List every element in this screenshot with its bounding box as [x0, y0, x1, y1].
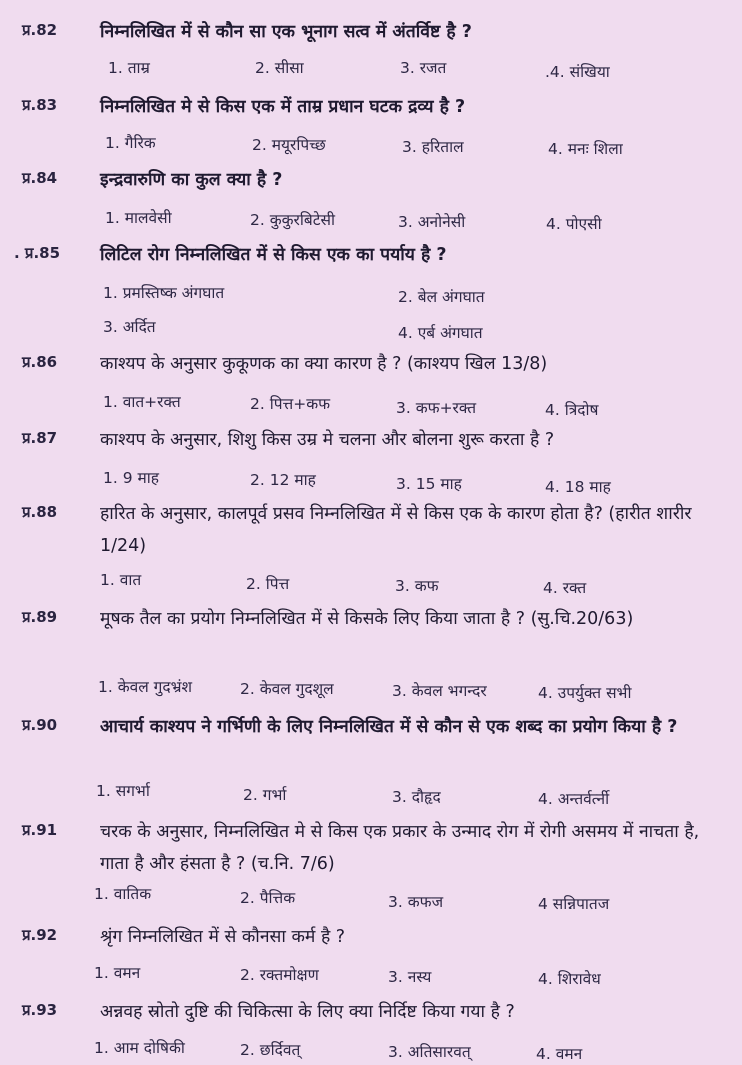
question-text: काश्यप के अनुसार कुकूणक का क्या कारण है ? (काश्यप खिल 13/8) — [100, 354, 548, 374]
question-number: प्र.90 — [22, 716, 58, 734]
option-3: 3. अनोनेसी — [398, 213, 466, 231]
option-1: 1. वात — [100, 571, 142, 589]
question-number: प्र.91 — [22, 821, 58, 839]
question-number: प्र.87 — [22, 429, 58, 447]
question-text: श्रृंग निम्नलिखित में से कौनसा कर्म है ? — [100, 927, 346, 947]
option-3: 3. केवल भगन्दर — [392, 682, 487, 700]
question-number: प्र.84 — [22, 169, 58, 187]
question-text: निम्नलिखित मे से किस एक में ताम्र प्रधान घटक द्रव्य है ? — [100, 97, 466, 117]
option-1: 1. वातिक — [94, 885, 152, 903]
option-2: 2. पित्त — [246, 575, 290, 593]
question-text: चरक के अनुसार, निम्नलिखित मे से किस एक प्रकार के उन्माद रोग में रोगी असमय में नाचता है, गाता है और हंसता है ? (च.नि. 7/6) — [100, 822, 700, 874]
question-text: काश्यप के अनुसार, शिशु किस उम्र मे चलना और बोलना शुरू करता है ? — [100, 430, 555, 450]
option-4: 4. एर्ब अंगघात — [398, 324, 483, 342]
option-2: 2. रक्तमोक्षण — [240, 966, 319, 984]
option-4: 4. मनः शिला — [548, 140, 623, 158]
option-1: 1. सगर्भा — [96, 782, 150, 800]
question-number: प्र.88 — [22, 503, 58, 521]
option-1: 1. 9 माह — [103, 469, 160, 487]
option-3: 3. कफ+रक्त — [396, 399, 477, 417]
option-4: .4. संखिया — [545, 63, 610, 81]
option-3: 3. कफ — [395, 577, 439, 595]
option-3: 3. हरिताल — [402, 138, 464, 156]
option-3: 3. रजत — [400, 59, 447, 77]
option-4: 4. रक्त — [543, 579, 587, 597]
question-number: . प्र.85 — [14, 244, 61, 262]
option-2: 2. पित्त+कफ — [250, 395, 331, 413]
option-3: 3. नस्य — [388, 968, 432, 986]
option-3: 3. दौहृद — [392, 788, 441, 806]
option-4: 4. त्रिदोष — [545, 401, 599, 419]
option-4: 4. वमन — [536, 1045, 583, 1063]
question-text: लिटिल रोग निम्नलिखित में से किस एक का पर्याय है ? — [100, 245, 447, 265]
question-number: प्र.89 — [22, 608, 58, 626]
question-text: हारित के अनुसार, कालपूर्व प्रसव निम्नलिखित में से किस एक के कारण होता है? (हारीत शारीर 1/24) — [100, 504, 692, 556]
option-1: 1. गैरिक — [105, 134, 156, 152]
question-number: प्र.83 — [22, 96, 58, 114]
question-text: मूषक तैल का प्रयोग निम्नलिखित में से किसके लिए किया जाता है ? (सु.चि.20/63) — [100, 609, 634, 629]
question-text: निम्नलिखित में से कौन सा एक भूनाग सत्व में अंतर्विष्ट है ? — [100, 22, 472, 42]
option-1: 1. ताम्र — [108, 59, 150, 77]
option-4: 4. 18 माह — [545, 478, 611, 496]
option-2: 2. कुकुरबिटेसी — [250, 211, 336, 229]
option-2: 2. पैत्तिक — [240, 889, 296, 907]
option-4: 4. पोएसी — [546, 215, 602, 233]
option-2: 2. केवल गुदशूल — [240, 680, 334, 698]
option-4: 4. शिरावेध — [538, 970, 601, 988]
option-1: 1. प्रमस्तिष्क अंगघात — [103, 284, 225, 302]
option-1: 1. मालवेसी — [105, 209, 172, 227]
option-1: 1. आम दोषिकी — [94, 1039, 185, 1057]
option-4: 4. उपर्युक्त सभी — [538, 684, 632, 702]
option-2: 2. बेल अंगघात — [398, 288, 485, 306]
option-2: 2. छर्दिवत् — [240, 1041, 301, 1059]
option-1: 1. वात+रक्त — [103, 393, 181, 411]
option-2: 2. गर्भा — [243, 786, 287, 804]
option-1: 1. केवल गुदभ्रंश — [98, 678, 193, 696]
option-1: 1. वमन — [94, 964, 141, 982]
question-number: प्र.92 — [22, 926, 58, 944]
option-3: 3. अतिसारवत् — [388, 1043, 471, 1061]
question-text: इन्द्रवारुणि का कुल क्या है ? — [100, 170, 283, 190]
option-2: 2. मयूरपिच्छ — [252, 136, 326, 154]
question-text: अन्नवह स्रोतो दुष्टि की चिकित्सा के लिए क्या निर्दिष्ट किया गया है ? — [100, 1002, 515, 1022]
option-3: 3. अर्दित — [103, 318, 156, 336]
option-2: 2. 12 माह — [250, 471, 316, 489]
option-3: 3. कफज — [388, 893, 444, 911]
option-4: 4 सन्निपातज — [538, 895, 610, 913]
option-2: 2. सीसा — [255, 59, 304, 77]
question-number: प्र.86 — [22, 353, 58, 371]
option-4: 4. अन्तर्वर्त्नी — [538, 790, 610, 808]
question-text: आचार्य काश्यप ने गर्भिणी के लिए निम्नलिखित में से कौन से एक शब्द का प्रयोग किया है ? — [100, 717, 678, 737]
option-3: 3. 15 माह — [396, 475, 462, 493]
question-number: प्र.82 — [22, 21, 58, 39]
question-number: प्र.93 — [22, 1001, 58, 1019]
